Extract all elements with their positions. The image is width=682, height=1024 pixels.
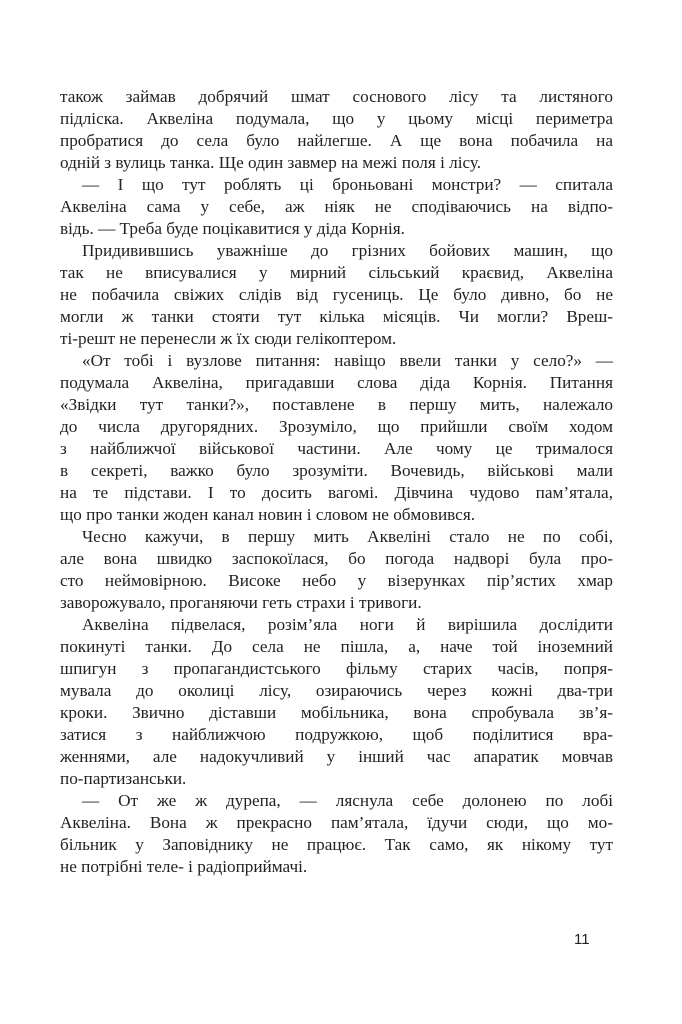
text-line: одній з вулиць танка. Ще один завмер на межі поля і лісу. <box>60 153 482 172</box>
page-body <box>60 86 613 878</box>
text-line: подумала Аквеліна, пригадавши слова діда Корнія. Питання <box>60 373 613 392</box>
text-line: кроки. Звично діставши мобільника, вона спробувала зв’я- <box>60 703 613 722</box>
paragraph <box>60 174 613 240</box>
text-line: що про танки жоден канал новин і словом не обмовився. <box>60 505 476 524</box>
text-line: підліска. Аквеліна подумала, що у цьому місці периметра <box>60 109 613 128</box>
text-line: пробратися до села було найлегше. А ще вона побачила на <box>60 131 613 150</box>
text-line: з найближчої військової частини. Але чому це трималося <box>60 439 613 458</box>
text-line: відь. — Треба буде поцікавитися у діда Корнія. <box>60 219 405 238</box>
text-line: женнями, але надокучливий у інший час апаратик мовчав <box>60 747 613 766</box>
paragraph <box>60 350 613 526</box>
text-line: «Звідки тут танки?», поставлене в першу мить, належало <box>60 395 613 414</box>
text-line: шпигун з пропагандистського фільму старих часів, попря- <box>60 659 613 678</box>
text-line: Аквеліна сама у себе, аж ніяк не сподіваючись на відпо- <box>60 197 613 216</box>
text-line: також займав добрячий шмат соснового лісу та листяного <box>60 87 613 106</box>
text-line: затися з найближчою подружкою, щоб поділитися вра- <box>60 725 613 744</box>
text-line: по-партизанськи. <box>60 769 187 788</box>
text-line: Чесно кажучи, в першу мить Аквеліні стало не по собі, <box>82 527 613 546</box>
text-line: не потрібні теле- і радіоприймачі. <box>60 857 308 876</box>
text-line: не побачила свіжих слідів від гусениць. Це було дивно, бо не <box>60 285 613 304</box>
text-line: — І що тут роблять ці броньовані монстри? — спитала <box>82 175 613 194</box>
text-line: більник у Заповіднику не працює. Так само, як нікому тут <box>60 835 613 854</box>
paragraph <box>60 526 613 614</box>
text-line: але вона швидко заспокоїлася, бо погода надворі була про- <box>60 549 613 568</box>
text-line: мувала до околиці лісу, озираючись через кожні два-три <box>60 681 613 700</box>
text-line: Придивившись уважніше до грізних бойових машин, що <box>82 241 613 260</box>
text-line: так не вписувалися у мирний сільський краєвид, Аквеліна <box>60 263 613 282</box>
text-line: в секреті, важко було зрозуміти. Вочевидь, військові мали <box>60 461 613 480</box>
text-line: Аквеліна підвелася, розім’яла ноги й вирішила дослідити <box>82 615 613 634</box>
text-line: до числа другорядних. Зрозуміло, що прийшли своїм ходом <box>60 417 613 436</box>
text-line: могли ж танки стояти тут кілька місяців. Чи могли? Вреш- <box>60 307 613 326</box>
text-line: Аквеліна. Вона ж прекрасно пам’ятала, їдучи сюди, що мо- <box>60 813 613 832</box>
paragraph <box>60 240 613 350</box>
text-line: ті-решт не перенесли ж їх сюди гелікоптером. <box>60 329 397 348</box>
text-line: на те підстави. І то досить вагомі. Дівчина чудово пам’ятала, <box>60 483 613 502</box>
text-line: сто неймовірною. Високе небо у візерунках пір’ястих хмар <box>60 571 613 590</box>
text-line: заворожувало, проганяючи геть страхи і тривоги. <box>60 593 422 612</box>
paragraph <box>60 614 613 790</box>
paragraph <box>60 86 613 174</box>
text-line: — От же ж дурепа, — ляснула себе долонею по лобі <box>82 791 613 810</box>
text-line: «От тобі і вузлове питання: навіщо ввели танки у село?» — <box>82 351 613 370</box>
paragraph <box>60 790 613 878</box>
text-line: покинуті танки. До села не пішла, а, наче той іноземний <box>60 637 613 656</box>
page-number: 11 <box>574 931 590 948</box>
